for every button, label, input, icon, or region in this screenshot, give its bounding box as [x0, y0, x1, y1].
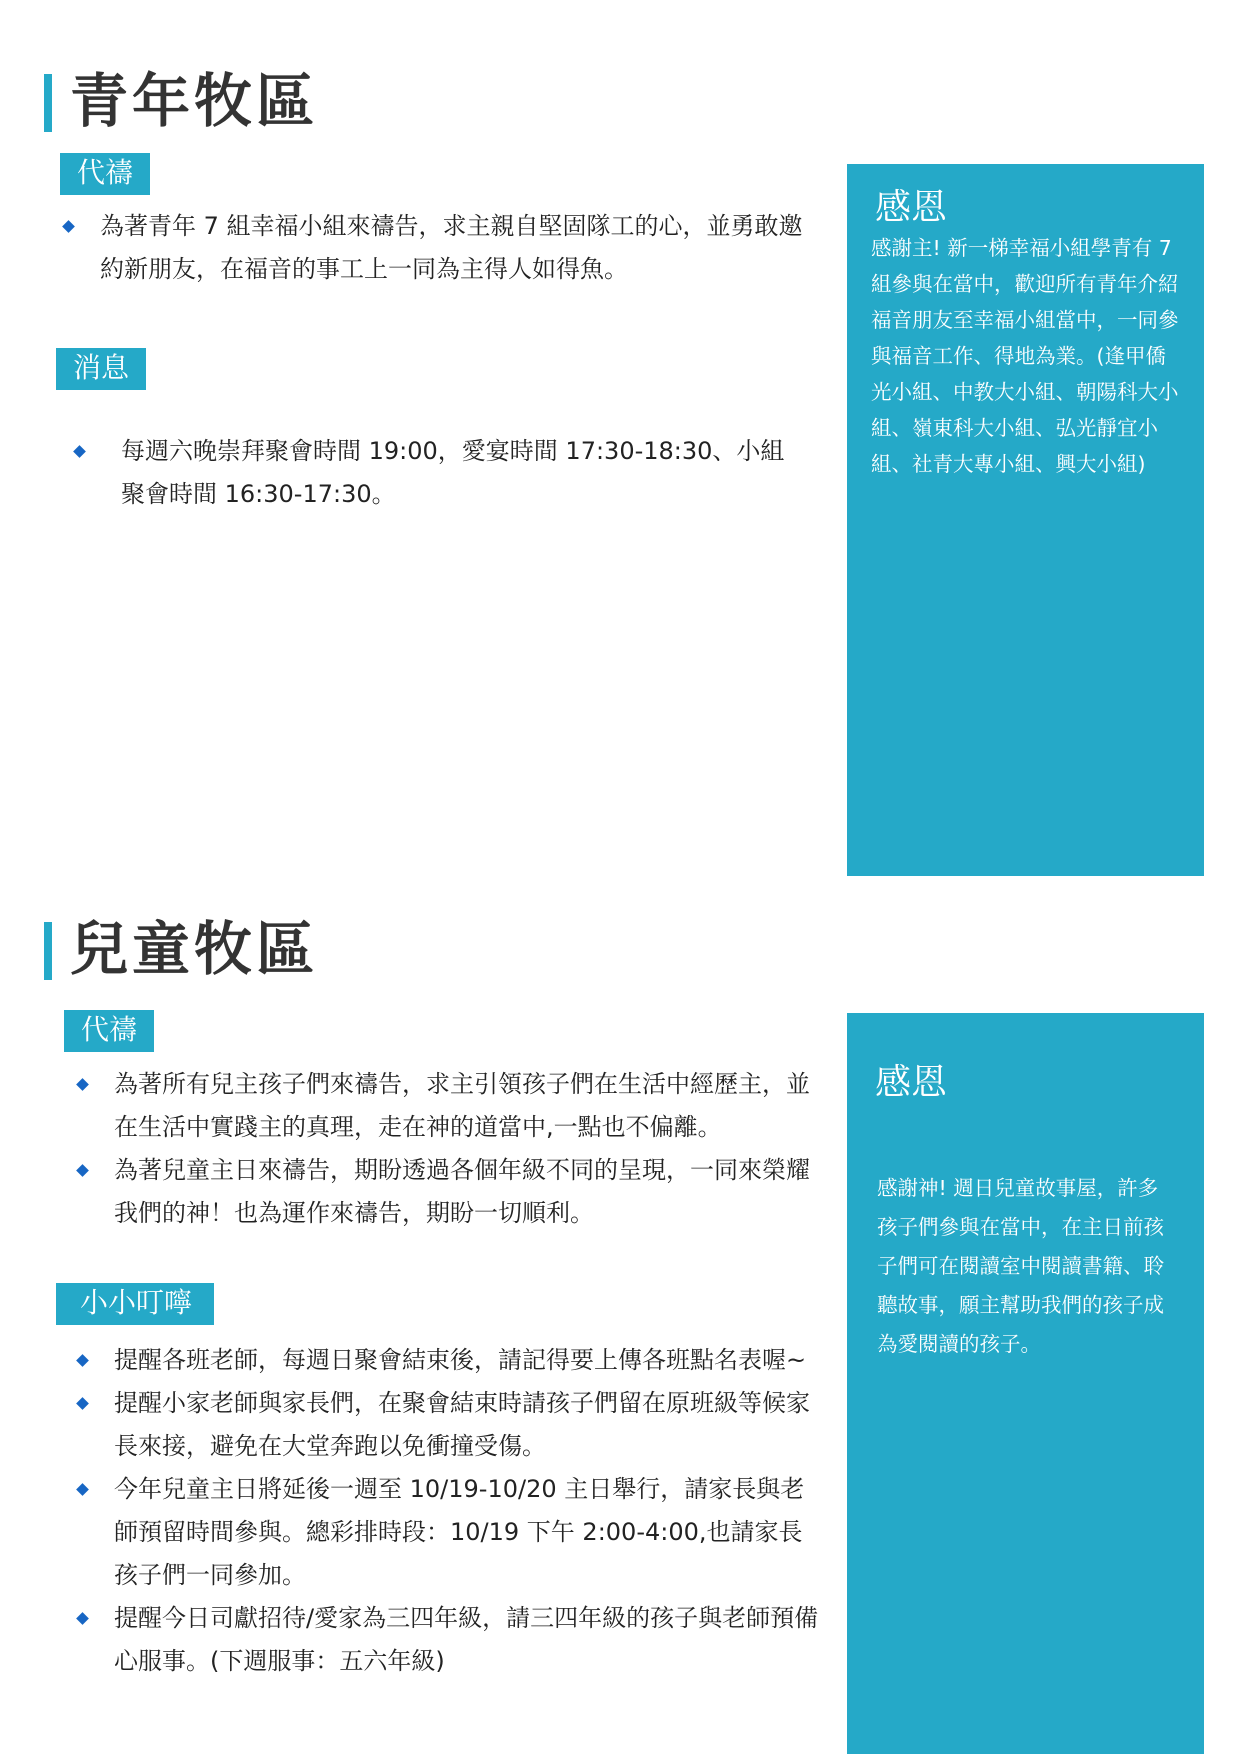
youth-prayer-tag: 代禱 [60, 153, 150, 195]
list-item [114, 1149, 814, 1235]
youth-prayer-list [100, 205, 820, 291]
diamond-bullet-icon [73, 445, 86, 458]
list-item-text: 為著所有兒主孩子們來禱告，求主引領孩子們在生活中經歷主，並在生活中實踐主的真理，走在神的道當中,一點也不偏離。 [114, 1070, 810, 1141]
children-reminder-list [114, 1339, 819, 1683]
children-section-title: 兒童牧區 [44, 920, 318, 978]
list-item-text: 為著兒童主日來禱告，期盼透過各個年級不同的呈現，一同來榮耀我們的神！也為運作來禱告，期盼一切順利。 [114, 1156, 810, 1227]
list-item-text: 提醒各班老師，每週日聚會結束後，請記得要上傳各班點名表喔~ [114, 1346, 807, 1374]
list-item [114, 1063, 814, 1149]
list-item [114, 1468, 819, 1597]
children-thanks-title: 感恩 [875, 1062, 948, 1103]
list-item-text: 每週六晚崇拜聚會時間 19:00，愛宴時間 17:30-18:30、小組聚會時間 16:30-17:30。 [121, 437, 785, 508]
diamond-bullet-icon [76, 1397, 89, 1410]
diamond-bullet-icon [76, 1164, 89, 1177]
list-item-text: 提醒今日司獻招待/愛家為三四年級，請三四年級的孩子與老師預備心服事。(下週服事：五六年級) [114, 1604, 819, 1675]
children-prayer-list [114, 1063, 814, 1235]
diamond-bullet-icon [76, 1078, 89, 1091]
children-thanks-text: 感謝神! 週日兒童故事屋，許多孩子們參與在當中，在主日前孩子們可在閱讀室中閱讀書籍、聆聽故事，願主幫助我們的孩子成為愛閱讀的孩子。 [877, 1176, 1164, 1356]
list-item-text: 今年兒童主日將延後一週至 10/19-10/20 主日舉行，請家長與老師預留時間參與。總彩排時段：10/19 下午 2:00-4:00,也請家長孩子們一同參加。 [114, 1475, 805, 1589]
list-item [100, 205, 820, 291]
list-item [114, 1382, 819, 1468]
youth-thanks-title: 感恩 [875, 187, 948, 228]
youth-thanks-text: 感謝主! 新一梯幸福小組學青有 7 組參與在當中，歡迎所有青年介紹福音朋友至幸福小組當中，一同參與福音工作、得地為業。(逢甲僑光小組、中教大小組、朝陽科大小組、嶺東科大小組、弘光靜宜小組、社青大專小組、興大小組) [871, 236, 1179, 476]
youth-section-title: 青年牧區 [44, 72, 318, 130]
children-prayer-tag: 代禱 [64, 1010, 154, 1052]
list-item-text: 為著青年 7 組幸福小組來禱告，求主親自堅固隊工的心，並勇敢邀約新朋友，在福音的事工上一同為主得人如得魚。 [100, 212, 803, 283]
children-reminder-tag: 小小叮嚀 [56, 1283, 214, 1325]
list-item [114, 1339, 819, 1382]
diamond-bullet-icon [76, 1354, 89, 1367]
youth-thanks-panel [847, 164, 1204, 876]
children-thanks-panel [847, 1013, 1204, 1754]
diamond-bullet-icon [76, 1483, 89, 1496]
diamond-bullet-icon [62, 220, 75, 233]
youth-news-list [121, 430, 801, 516]
list-item-text: 提醒小家老師與家長們，在聚會結束時請孩子們留在原班級等候家長來接，避免在大堂奔跑以免衝撞受傷。 [114, 1389, 810, 1460]
list-item [114, 1597, 819, 1683]
list-item [121, 430, 801, 516]
diamond-bullet-icon [76, 1612, 89, 1625]
youth-news-tag: 消息 [56, 348, 146, 390]
